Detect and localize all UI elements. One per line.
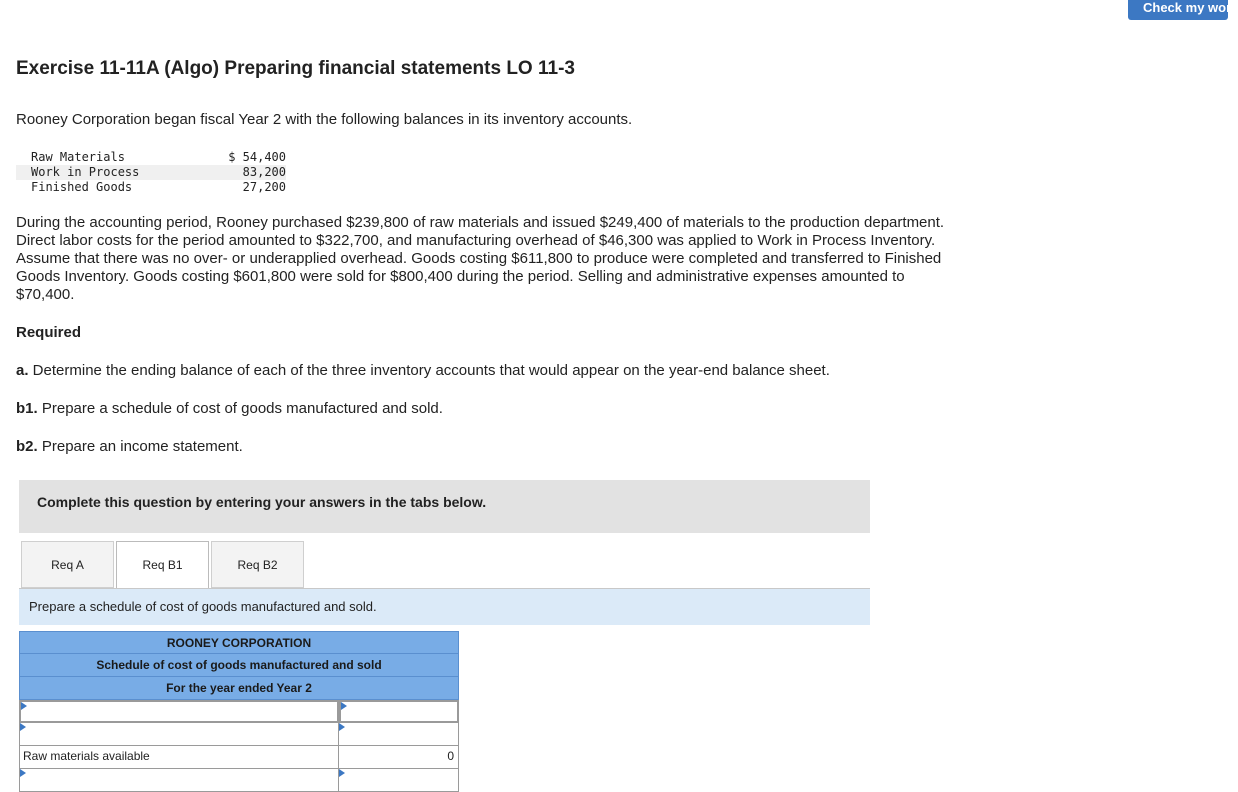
table-row bbox=[19, 769, 459, 792]
requirement-key: a. bbox=[16, 362, 29, 379]
tab-req-b2[interactable]: Req B2 bbox=[211, 541, 304, 588]
amount-cell[interactable] bbox=[339, 700, 459, 723]
label-input[interactable] bbox=[21, 702, 337, 721]
schedule-title: Schedule of cost of goods manufactured and sold bbox=[19, 654, 459, 677]
amount-input[interactable] bbox=[341, 702, 457, 721]
amount-cell[interactable] bbox=[339, 769, 459, 792]
requirement-key: b2. bbox=[16, 438, 38, 455]
tab-req-b1[interactable]: Req B1 bbox=[116, 541, 209, 589]
required-heading: Required bbox=[16, 324, 82, 341]
row-label: Raw materials available bbox=[23, 749, 150, 763]
requirement-b2 bbox=[16, 438, 243, 455]
balance-name: Raw Materials bbox=[31, 150, 125, 164]
instruction-banner: Complete this question by entering your answers in the tabs below. bbox=[19, 480, 870, 533]
intro-text: Rooney Corporation began fiscal Year 2 with the following balances in its inventory accounts. bbox=[16, 111, 633, 128]
requirement-text: Prepare an income statement. bbox=[37, 438, 243, 455]
requirement-a bbox=[16, 362, 830, 379]
requirement-text: Prepare a schedule of cost of goods manufactured and sold. bbox=[37, 400, 443, 417]
amount-cell[interactable] bbox=[339, 723, 459, 746]
requirement-text: Determine the ending balance of each of the three inventory accounts that would appear on the year-end balance sheet. bbox=[28, 362, 830, 379]
label-input[interactable] bbox=[20, 723, 338, 745]
label-dropdown[interactable] bbox=[19, 700, 339, 723]
balance-amount: $ 54,400 bbox=[228, 150, 286, 164]
balance-name: Finished Goods bbox=[31, 180, 133, 194]
amount-cell-static bbox=[339, 746, 459, 769]
amount-input[interactable] bbox=[339, 769, 458, 791]
check-my-work-button[interactable]: Check my work bbox=[1128, 0, 1228, 20]
beginning-balances-table bbox=[16, 150, 286, 195]
balance-row bbox=[16, 180, 286, 195]
balance-row bbox=[16, 165, 286, 180]
tab-req-a[interactable]: Req A bbox=[21, 541, 114, 588]
exercise-title: Exercise 11-11A (Algo) Preparing financial statements LO 11-3 bbox=[16, 58, 575, 79]
tab-prompt: Prepare a schedule of cost of goods manufactured and sold. bbox=[19, 589, 870, 625]
schedule-period: For the year ended Year 2 bbox=[19, 677, 459, 700]
requirement-key: b1. bbox=[16, 400, 38, 417]
cogm-schedule bbox=[19, 631, 459, 792]
requirement-b1 bbox=[16, 400, 443, 417]
balance-row bbox=[16, 150, 286, 165]
problem-paragraph: During the accounting period, Rooney purchased $239,800 of raw materials and issued $249,400 of materials to the production department. Direct labor costs for the period amounted to $322,700, and manufacturing overhead of $46,300 was applied to Work in Process Inventory. Assume that there was no over- or underapplied overhead. Goods costing $611,800 to produce were completed and transferred to Finished Goods Inventory. Goods costing $601,800 were sold for $800,400 during the period. Selling and administrative expenses amounted to $70,400. bbox=[16, 214, 945, 303]
balance-amount: 83,200 bbox=[166, 165, 286, 180]
balance-name: Work in Process bbox=[16, 165, 166, 180]
table-row bbox=[19, 723, 459, 746]
schedule-company: ROONEY CORPORATION bbox=[19, 631, 459, 654]
row-value: 0 bbox=[447, 749, 454, 763]
balance-amount: 27,200 bbox=[242, 180, 286, 194]
label-cell-static bbox=[19, 746, 339, 769]
amount-input[interactable] bbox=[339, 723, 458, 745]
label-dropdown[interactable] bbox=[19, 723, 339, 746]
label-dropdown[interactable] bbox=[19, 769, 339, 792]
label-input[interactable] bbox=[20, 769, 338, 791]
table-row bbox=[19, 746, 459, 769]
table-row bbox=[19, 700, 459, 723]
